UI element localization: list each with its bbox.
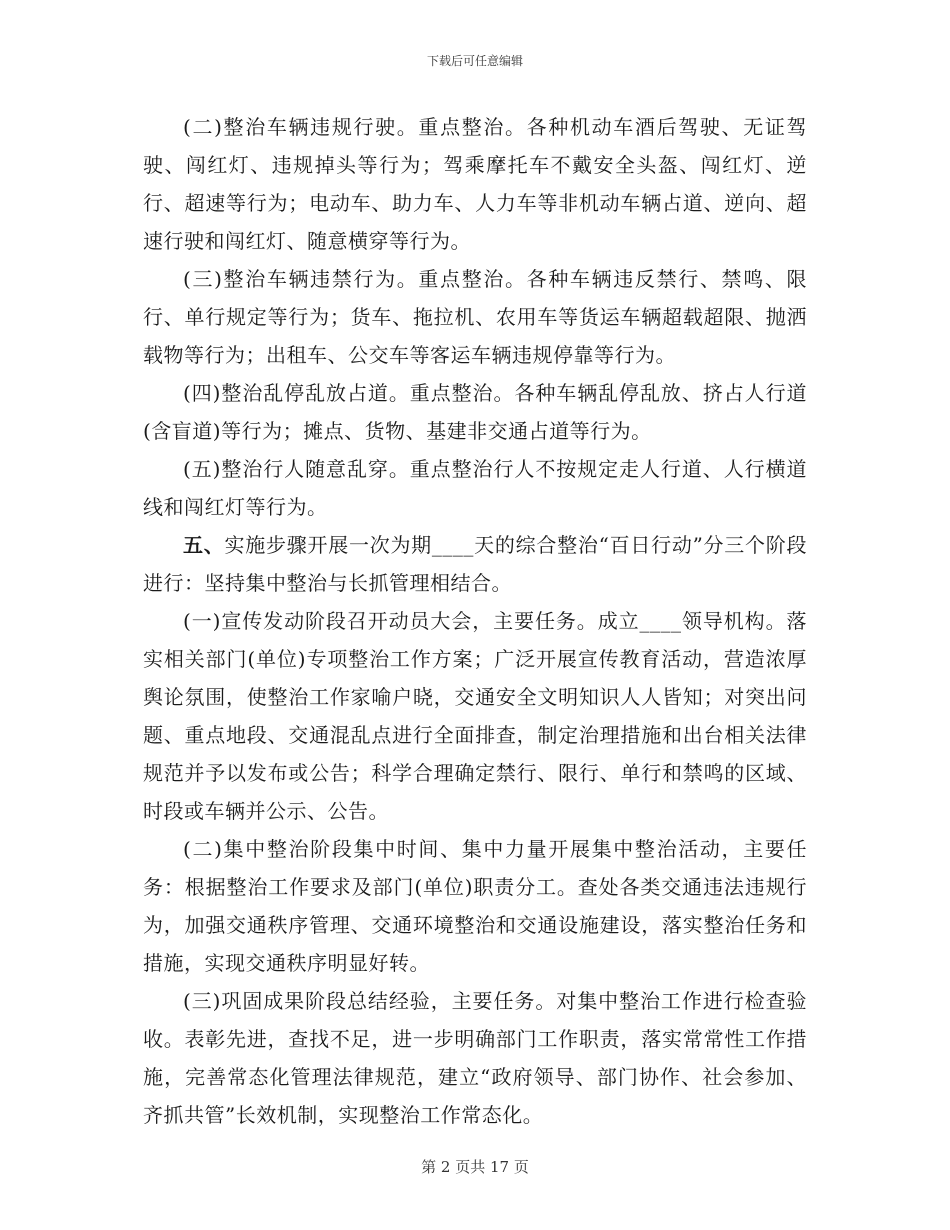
section-text: 实施步骤开展一次为期____天的综合整治“百日行动”分三个阶段进行：坚持集中整治与长抓管理相结合。 [143, 533, 808, 595]
paragraph-rectify-prohibited-behavior: (三)整治车辆违禁行为。重点整治。各种车辆违反禁行、禁鸣、限行、单行规定等行为；货车、拖拉机、农用车等货运车辆超载超限、抛洒载物等行为；出租车、公交车等客运车辆违规停靠等行为。 [143, 267, 807, 367]
document-body [143, 108, 807, 1134]
paragraph-publicity-stage: (一)宣传发动阶段召开动员大会，主要任务。成立____领导机构。落实相关部门(单位)专项整治工作方案；广泛开展宣传教育活动，营造浓厚舆论氛围，使整治工作家喻户晓，交通安全文明知识人人皆知；对突出问题、重点地段、交通混乱点进行全面排查，制定治理措施和出台相关法律规范并予以发布或公告；科学合理确定禁行、限行、单行和禁鸣的区域、时段或车辆并公示、公告。 [143, 609, 807, 823]
page-number: 第 2 页共 17 页 [421, 1158, 529, 1176]
paragraph-focused-rectification-stage: (二)集中整治阶段集中时间、集中力量开展集中整治活动，主要任务：根据整治工作要求及部门(单位)职责分工。查处各类交通违法违规行为，加强交通秩序管理、交通环境整治和交通设施建设，落实整治任务和措施，实现交通秩序明显好转。 [143, 837, 807, 975]
paragraph-consolidation-stage: (三)巩固成果阶段总结经验，主要任务。对集中整治工作进行检查验收。表彰先进，查找不足，进一步明确部门工作职责，落实常常性工作措施，完善常态化管理法律规范，建立“政府领导、部门协作、社会参加、齐抓共管”长效机制，实现整治工作常态化。 [143, 989, 807, 1127]
paragraph-rectify-jaywalking: (五)整治行人随意乱穿。重点整治行人不按规定走人行道、人行横道线和闯红灯等行为。 [143, 457, 807, 519]
paragraph-implementation-steps [143, 526, 807, 602]
paragraph-rectify-illegal-parking: (四)整治乱停乱放占道。重点整治。各种车辆乱停乱放、挤占人行道(含盲道)等行为；摊点、货物、基建非交通占道等行为。 [143, 381, 807, 443]
paragraph-rectify-illegal-driving: (二)整治车辆违规行驶。重点整治。各种机动车酒后驾驶、无证驾驶、闯红灯、违规掉头等行为；驾乘摩托车不戴安全头盔、闯红灯、逆行、超速等行为；电动车、助力车、人力车等非机动车辆占道、逆向、超速行驶和闯红灯、随意横穿等行为。 [143, 115, 807, 253]
section-number: 五、 [183, 533, 225, 557]
page-header: 下载后可任意编辑 [426, 54, 523, 68]
